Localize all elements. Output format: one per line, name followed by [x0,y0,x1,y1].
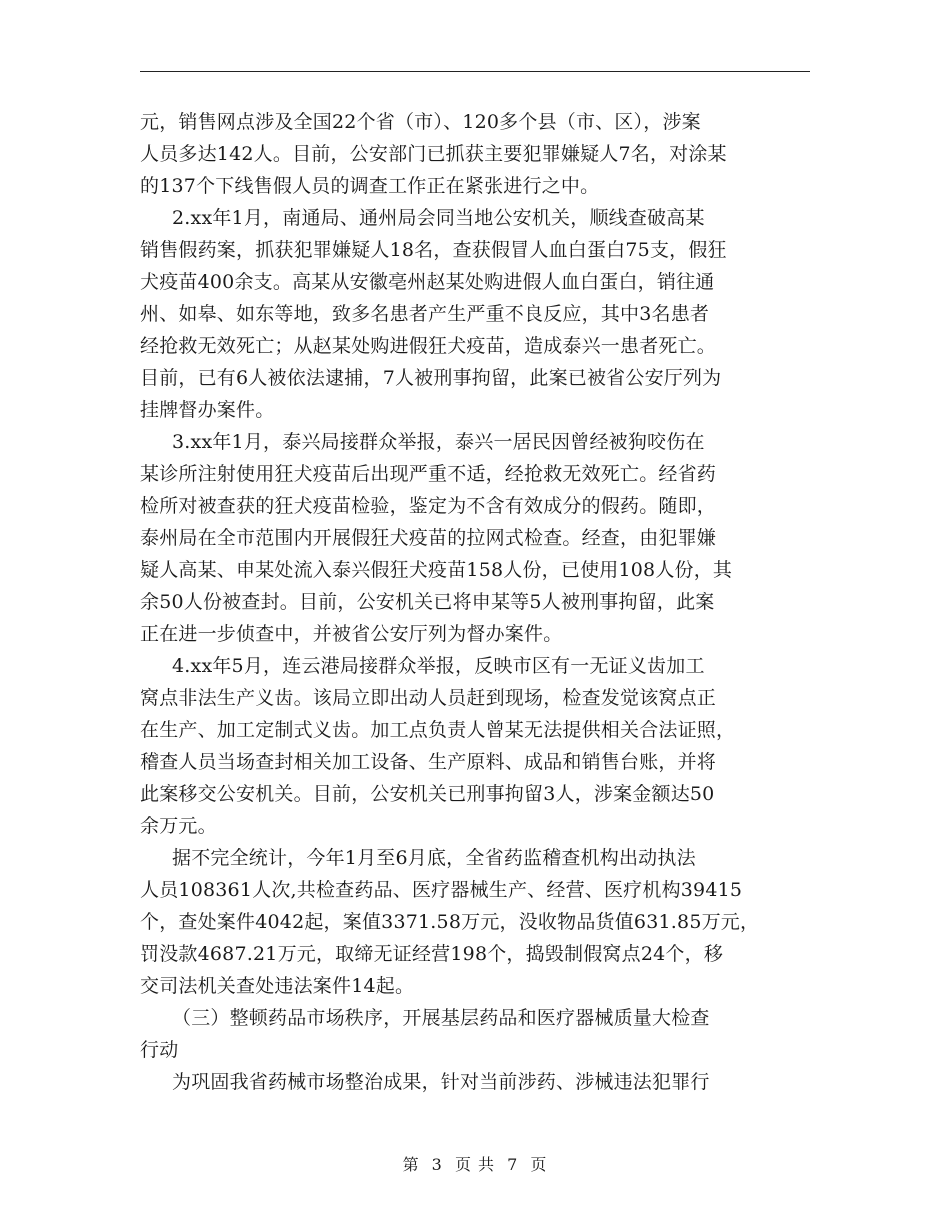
page-footer [0,1152,950,1175]
footer-prefix: 第 [402,1155,420,1174]
text-line: 此案移交公安机关。目前，公安机关已刑事拘留3人，涉案金额达50 [140,783,715,805]
text-line: 4.xx年5月，连云港局接群众举报，反映市区有一无证义齿加工 [172,655,705,677]
text-line: 为巩固我省药械市场整治成果，针对当前涉药、涉械违法犯罪行 [172,1071,710,1093]
text-line: 某诊所注射使用狂犬疫苗后出现严重不适，经抢救无效死亡。经省药 [140,463,717,485]
text-line: 2.xx年1月，南通局、通州局会同当地公安机关，顺线查破高某 [172,207,705,229]
text-line: 目前，已有6人被依法逮捕，7人被刑事拘留，此案已被省公安厅列为 [140,367,722,389]
text-line: 疑人高某、申某处流入泰兴假狂犬疫苗158人份，已使用108人份，其 [140,559,733,581]
text-line: 犬疫苗400余支。高某从安徽亳州赵某处购进假人血白蛋白，销往通 [140,271,715,293]
text-line: 泰州局在全市范围内开展假狂犬疫苗的拉网式检查。经查，由犯罪嫌 [140,527,717,549]
text-line: 的137个下线售假人员的调查工作正在紧张进行之中。 [140,175,600,197]
text-line: 检所对被查获的狂犬疫苗检验，鉴定为不含有效成分的假药。随即， [140,495,717,517]
text-line: 窝点非法生产义齿。该局立即出动人员赶到现场，检查发觉该窝点正 [140,687,717,709]
text-line: 州、如皋、如东等地，致多名患者产生严重不良反应，其中3名患者 [140,303,710,325]
text-line: 据不完全统计，今年1月至6月底，全省药监稽查机构出动执法 [172,847,696,869]
text-line: 销售假药案，抓获犯罪嫌疑人18名，查获假冒人血白蛋白75支，假狂 [140,239,727,261]
text-line: 人员108361人次,共检查药品、医疗器械生产、经营、医疗机构39415 [140,879,743,901]
text-line: 元，销售网点涉及全国22个省（市）、120多个县（市、区），涉案 [140,111,701,133]
page-number: 3 [431,1155,443,1174]
page-total: 7 [507,1155,519,1174]
footer-suffix: 页 [530,1155,548,1174]
text-line: 余50人份被查封。目前，公安机关已将申某等5人被刑事拘留，此案 [140,591,715,613]
document-body [140,106,810,1098]
header-rule [140,71,810,72]
text-line: 个，查处案件4042起，案值3371.58万元，没收物品货值631.85万元， [140,911,760,933]
text-line: 人员多达142人。目前，公安部门已抓获主要犯罪嫌疑人7名，对涂某 [140,143,727,165]
footer-mid: 页 共 [454,1155,496,1174]
text-line: 罚没款4687.21万元，取缔无证经营198个，捣毁制假窝点24个，移 [140,943,724,965]
section-heading-cont: 行动 [140,1039,179,1061]
text-line: 3.xx年1月，泰兴局接群众举报，泰兴一居民因曾经被狗咬伤在 [172,431,705,453]
text-line: 余万元。 [140,815,217,837]
text-line: 稽查人员当场查封相关加工设备、生产原料、成品和销售台账，并将 [140,751,717,773]
text-line: 在生产、加工定制式义齿。加工点负责人曾某无法提供相关合法证照， [140,719,736,741]
section-heading: （三）整顿药品市场秩序，开展基层药品和医疗器械质量大检查 [172,1007,710,1029]
text-line: 挂牌督办案件。 [140,399,275,421]
text-line: 经抢救无效死亡；从赵某处购进假狂犬疫苗，造成泰兴一患者死亡。 [140,335,717,357]
text-line: 正在进一步侦查中，并被省公安厅列为督办案件。 [140,623,563,645]
text-line: 交司法机关查处违法案件14起。 [140,975,415,997]
